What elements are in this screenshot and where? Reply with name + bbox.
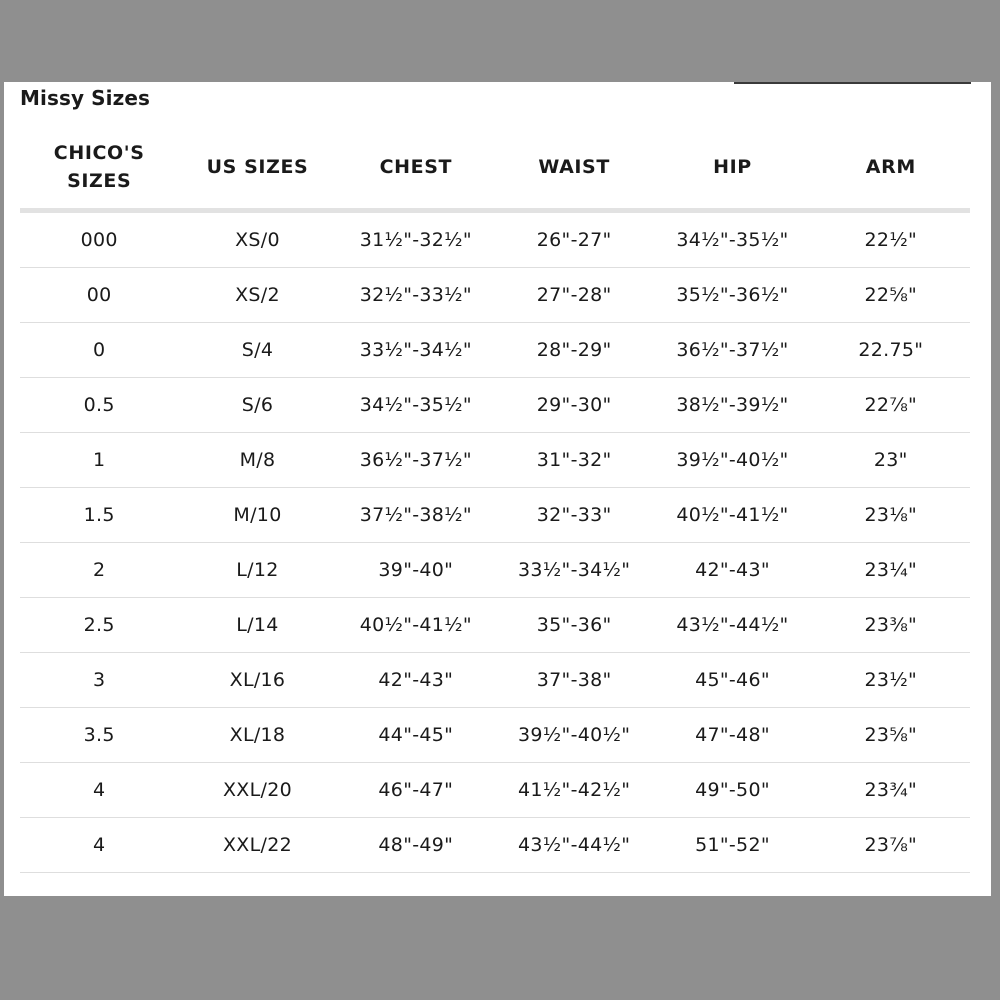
chicos-size-cell: 0 (20, 323, 178, 378)
arm-cell: 23½" (812, 653, 970, 708)
waist-cell: 39½"-40½" (495, 708, 653, 763)
chicos-size-cell: 2.5 (20, 598, 178, 653)
waist-cell: 28"-29" (495, 323, 653, 378)
top-divider (734, 82, 971, 84)
arm-cell: 23⅜" (812, 598, 970, 653)
chest-cell: 36½"-37½" (337, 433, 495, 488)
chest-cell: 39"-40" (337, 543, 495, 598)
waist-cell: 41½"-42½" (495, 763, 653, 818)
chest-cell: 40½"-41½" (337, 598, 495, 653)
arm-cell: 23⅞" (812, 818, 970, 873)
hip-cell: 43½"-44½" (653, 598, 811, 653)
hip-cell: 42"-43" (653, 543, 811, 598)
chicos-size-cell: 4 (20, 818, 178, 873)
table-row (20, 763, 970, 818)
waist-cell: 37"-38" (495, 653, 653, 708)
hip-cell: 36½"-37½" (653, 323, 811, 378)
chicos-size-cell: 3.5 (20, 708, 178, 763)
header-label: WAIST (538, 156, 610, 178)
header-label: SIZES (67, 170, 132, 192)
table-row (20, 708, 970, 763)
us-size-cell: XS/2 (178, 268, 336, 323)
table-row (20, 211, 970, 268)
us-size-cell: XL/18 (178, 708, 336, 763)
chest-cell: 34½"-35½" (337, 378, 495, 433)
waist-cell: 29"-30" (495, 378, 653, 433)
waist-cell: 35"-36" (495, 598, 653, 653)
us-size-cell: M/10 (178, 488, 336, 543)
us-size-cell: XL/16 (178, 653, 336, 708)
us-size-cell: XS/0 (178, 211, 336, 268)
chest-cell: 48"-49" (337, 818, 495, 873)
header-label: HIP (713, 156, 752, 178)
chicos-size-cell: 00 (20, 268, 178, 323)
table-row (20, 433, 970, 488)
chicos-size-cell: 0.5 (20, 378, 178, 433)
waist-cell: 31"-32" (495, 433, 653, 488)
table-row (20, 323, 970, 378)
table-row (20, 598, 970, 653)
size-table (20, 126, 970, 873)
arm-cell: 23¾" (812, 763, 970, 818)
size-chart-panel (4, 82, 991, 896)
hip-cell: 49"-50" (653, 763, 811, 818)
chest-cell: 44"-45" (337, 708, 495, 763)
waist-cell: 26"-27" (495, 211, 653, 268)
table-row (20, 268, 970, 323)
table-row (20, 653, 970, 708)
chicos-size-cell: 4 (20, 763, 178, 818)
waist-cell: 33½"-34½" (495, 543, 653, 598)
us-size-cell: S/6 (178, 378, 336, 433)
us-size-cell: L/12 (178, 543, 336, 598)
chicos-size-cell: 000 (20, 211, 178, 268)
table-row (20, 488, 970, 543)
chest-cell: 42"-43" (337, 653, 495, 708)
arm-cell: 23" (812, 433, 970, 488)
chicos-size-cell: 3 (20, 653, 178, 708)
header-waist (495, 126, 653, 211)
header-row (20, 126, 970, 211)
hip-cell: 40½"-41½" (653, 488, 811, 543)
chest-cell: 46"-47" (337, 763, 495, 818)
arm-cell: 22⅝" (812, 268, 970, 323)
hip-cell: 51"-52" (653, 818, 811, 873)
header-us-sizes (178, 126, 336, 211)
chicos-size-cell: 2 (20, 543, 178, 598)
us-size-cell: L/14 (178, 598, 336, 653)
header-label: ARM (865, 156, 916, 178)
arm-cell: 23¼" (812, 543, 970, 598)
hip-cell: 35½"-36½" (653, 268, 811, 323)
table-row (20, 543, 970, 598)
waist-cell: 32"-33" (495, 488, 653, 543)
header-label: CHICO'S (53, 142, 145, 164)
arm-cell: 22.75" (812, 323, 970, 378)
chest-cell: 33½"-34½" (337, 323, 495, 378)
chicos-size-cell: 1.5 (20, 488, 178, 543)
table-row (20, 818, 970, 873)
hip-cell: 34½"-35½" (653, 211, 811, 268)
header-hip (653, 126, 811, 211)
chest-cell: 31½"-32½" (337, 211, 495, 268)
us-size-cell: M/8 (178, 433, 336, 488)
chest-cell: 32½"-33½" (337, 268, 495, 323)
table-header (20, 126, 970, 211)
chest-cell: 37½"-38½" (337, 488, 495, 543)
hip-cell: 45"-46" (653, 653, 811, 708)
page-title: Missy Sizes (20, 86, 151, 110)
chicos-size-cell: 1 (20, 433, 178, 488)
hip-cell: 47"-48" (653, 708, 811, 763)
arm-cell: 23⅝" (812, 708, 970, 763)
hip-cell: 38½"-39½" (653, 378, 811, 433)
us-size-cell: XXL/20 (178, 763, 336, 818)
header-arm (812, 126, 970, 211)
us-size-cell: XXL/22 (178, 818, 336, 873)
table-body (20, 211, 970, 873)
arm-cell: 23⅛" (812, 488, 970, 543)
header-chicos-sizes (20, 126, 178, 211)
header-label: US SIZES (206, 156, 309, 178)
us-size-cell: S/4 (178, 323, 336, 378)
header-chest (337, 126, 495, 211)
waist-cell: 43½"-44½" (495, 818, 653, 873)
arm-cell: 22⅞" (812, 378, 970, 433)
arm-cell: 22½" (812, 211, 970, 268)
table-row (20, 378, 970, 433)
hip-cell: 39½"-40½" (653, 433, 811, 488)
waist-cell: 27"-28" (495, 268, 653, 323)
header-label: CHEST (379, 156, 453, 178)
